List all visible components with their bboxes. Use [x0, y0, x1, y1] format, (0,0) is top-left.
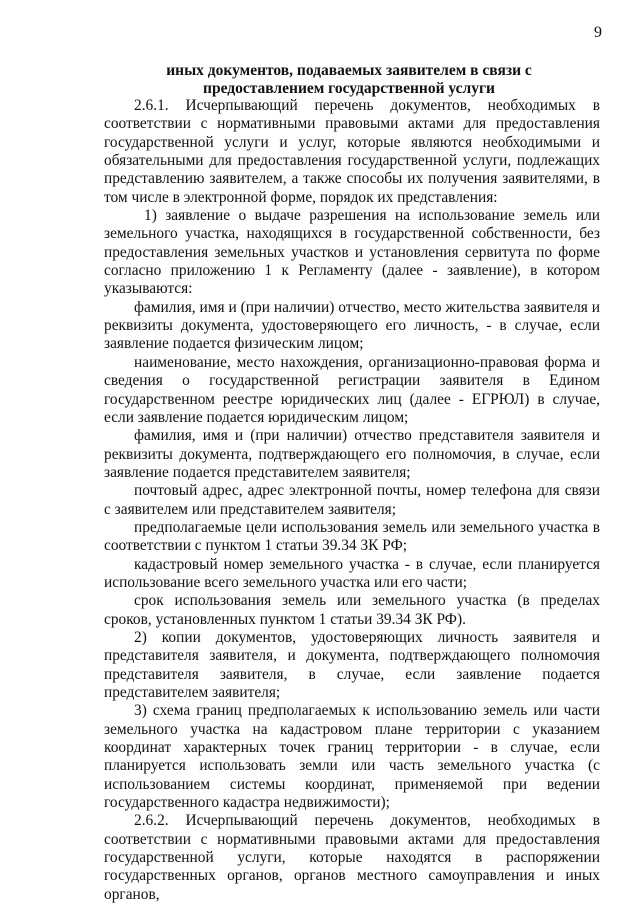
paragraph-2-6-2: 2.6.2. Исчерпывающий перечень документов, необходимых в соответствии с нормативными правовыми актами для предоставления государственной услуги, которые находятся в распоряжении государственных органов, органов местного самоуправления и иных органов,: [104, 812, 600, 903]
section-heading: иных документов, подаваемых заявителем в связи с предоставлением государственной услуги: [166, 62, 532, 97]
document-body: [104, 97, 600, 904]
paragraph-legal-entity-applicant: наименование, место нахождения, организационно-правовая форма и сведения о государственной регистрации заявителя в Едином государственном реестре юридических лиц (далее - ЕГРЮЛ) в случае, если заявление подается юридическим лицом;: [104, 353, 600, 426]
paragraph-cadastral-number: кадастровый номер земельного участка - в случае, если планируется использование всего земельного участка или его части;: [104, 555, 600, 591]
paragraph-item-2-copies: 2) копии документов, удостоверяющих личность заявителя и представителя заявителя, и документа, подтверждающего полномочия представителя заявителя, в случае, если заявление подается представителем заявителя;: [104, 628, 600, 701]
paragraph-purpose-of-use: предполагаемые цели использования земель или земельного участка в соответствии с пунктом 1 статьи 39.34 ЗК РФ;: [104, 518, 600, 555]
paragraph-representative: фамилия, имя и (при наличии) отчество представителя заявителя и реквизиты документа, подтверждающего его полномочия, в случае, если заявление подается представителем заявителя;: [104, 427, 600, 481]
paragraph-contact-details: почтовый адрес, адрес электронной почты, номер телефона для связи с заявителем или представителем заявителя;: [104, 482, 600, 518]
paragraph-2-6-1: 2.6.1. Исчерпывающий перечень документов, необходимых в соответствии с нормативными правовыми актами для предоставления государственной услуги и услуг, которые являются необходимыми и обязательными для предоставления государственной услуги, подлежащих представлению заявителем, а также способы их получения заявителями, в том числе в электронной форме, порядок их представления:: [104, 97, 600, 206]
paragraph-item-1-application: 1) заявление о выдаче разрешения на использование земель или земельного участка, находящихся в государственной собственности, без предоставления земельных участков и установления сервитута по форме согласно приложению 1 к Регламенту (далее - заявление), в котором указываются:: [104, 207, 600, 298]
paragraph-item-3-boundary-scheme: 3) схема границ предполагаемых к использованию земель или части земельного участка на кадастровом плане территории с указанием координат характерных точек границ территории - в случае, если планируется использовать земли или часть земельного участка (с использованием системы координат, применяемой при ведении государственного кадастра недвижимости);: [104, 702, 600, 812]
paragraph-term-of-use: срок использования земель или земельного участка (в пределах сроков, установленных пунктом 1 статьи 39.34 ЗК РФ).: [104, 592, 600, 628]
page-number: 9: [594, 24, 602, 41]
paragraph-individual-applicant: фамилия, имя и (при наличии) отчество, место жительства заявителя и реквизиты документа, удостоверяющего его личность, - в случае, если заявление подается физическим лицом;: [104, 298, 600, 353]
